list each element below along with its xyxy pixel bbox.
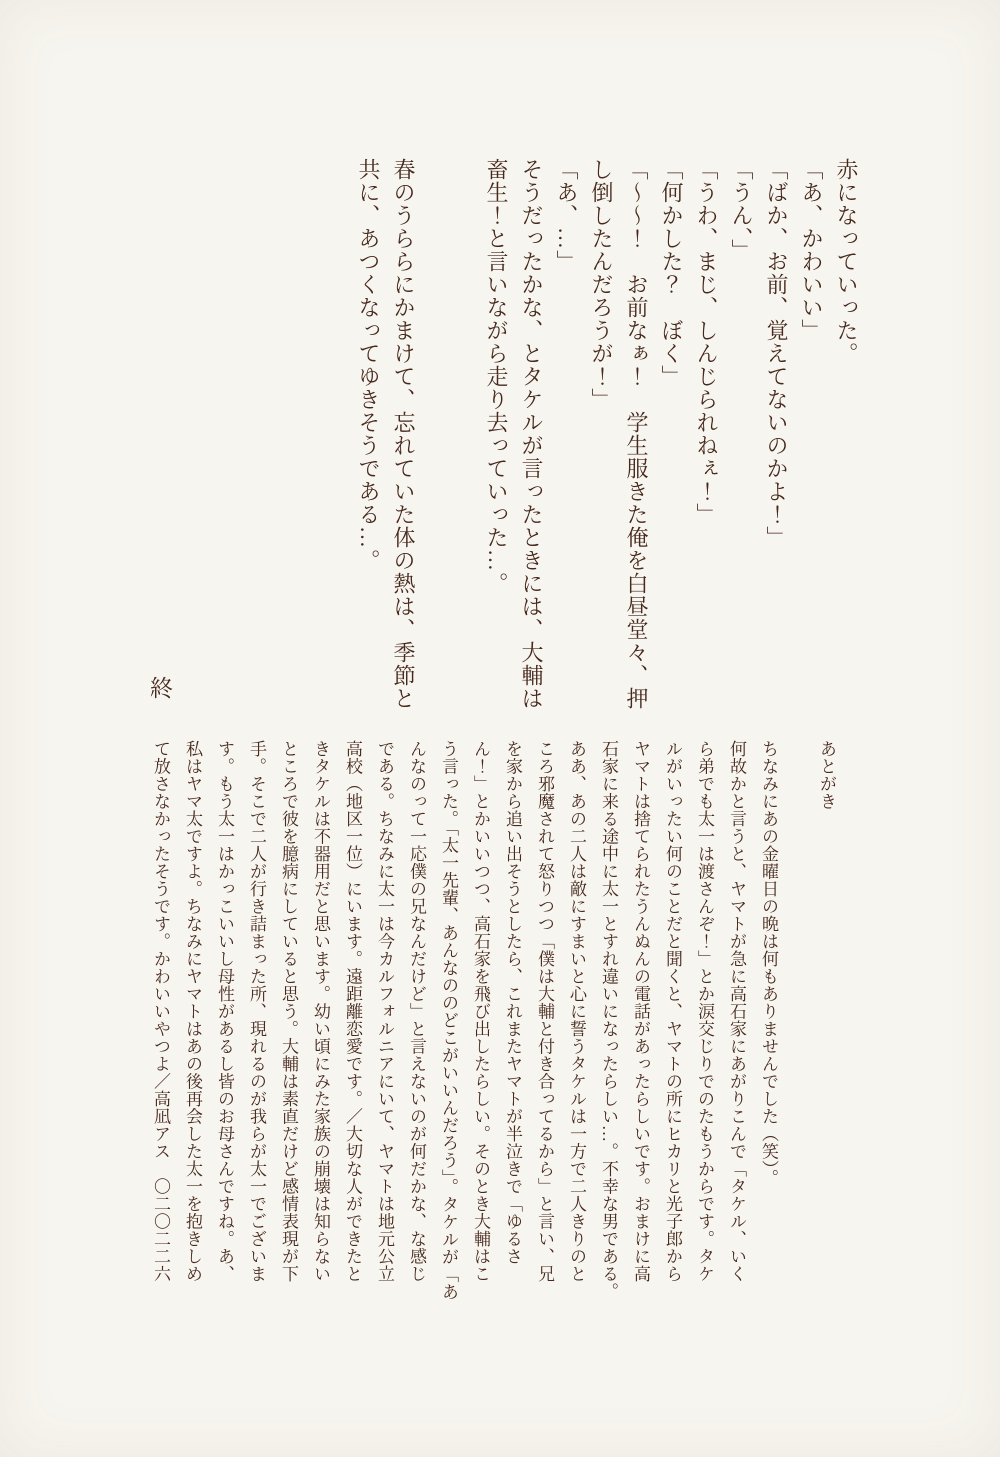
story-end-mark: 終 bbox=[150, 676, 173, 701]
afterword-line: 何故かと言うと、ヤマトが急に高石家にあがりこんで「タケル、いく bbox=[727, 740, 746, 1283]
story-line: 「あ、…」 bbox=[554, 158, 579, 273]
story-line: 「～～！ お前なぁ！ 学生服きた俺を白昼堂々、押 bbox=[624, 158, 649, 710]
afterword-line: んなのって一応僕の兄なんだけど」と言えないのが何だかな、な感じ bbox=[407, 740, 426, 1283]
story-line: 畜生！と言いながら走り去っていった…。 bbox=[484, 158, 509, 595]
afterword-line: ら弟でも太一は渡さんぞ！」とか涙交じりでのたもうからです。タケ bbox=[695, 740, 714, 1283]
afterword-line: て放さなかったそうです。かわいいやつよ／高凪アス 〇二〇二二六 bbox=[151, 740, 170, 1283]
afterword-line: 私はヤマ太ですよ。ちなみにヤマトはあの後再会した太一を抱きしめ bbox=[183, 740, 202, 1283]
story-line: 「ばか、お前、覚えてないのかよ！」 bbox=[764, 158, 789, 549]
afterword-line: 手。そこで二人が行き詰まった所、現れるのが我らが太一でございま bbox=[247, 740, 266, 1283]
afterword-line: ん！」とかいいつつ、高石家を飛び出したらしい。そのとき大輔はこ bbox=[471, 740, 490, 1283]
story-line: そうだったかな、とタケルが言ったときには、大輔は bbox=[519, 158, 544, 710]
afterword-section bbox=[144, 740, 842, 1312]
afterword-line: う言った。「太一先輩、あんなののどこがいいんだろう」。タケルが「あ bbox=[439, 740, 458, 1301]
story-line: 「うわ、まじ、しんじられねぇ！」 bbox=[694, 158, 719, 526]
story-line: 春のうららにかまけて、忘れていた体の熱は、季節と bbox=[391, 158, 416, 710]
afterword-line: す。もう太一はかっこいいし母性があるし皆のお母さんですね。あ、 bbox=[215, 740, 234, 1283]
afterword-line: 高校（地区一位）にいます。遠距離恋愛です。／大切な人ができたと bbox=[343, 740, 362, 1283]
afterword-line: ころ邪魔されて怒りつつ「僕は大輔と付き合ってるから」と言い、兄 bbox=[535, 740, 554, 1283]
afterword-line: ヤマトは捨てられたうんぬんの電話があったらしいです。おまけに高 bbox=[631, 740, 650, 1283]
story-line: 「何かした？ ぼく」 bbox=[659, 158, 684, 388]
afterword-line: きタケルは不器用だと思います。幼い頃にみた家族の崩壊は知らない bbox=[311, 740, 330, 1283]
afterword-line: ルがいったい何のことだと聞くと、ヤマトの所にヒカリと光子郎から bbox=[663, 740, 682, 1283]
afterword-line: を家から追い出そうとしたら、これまたヤマトが半泣きで「ゆるさ bbox=[503, 740, 522, 1265]
story-line: 共に、あつくなってゆきそうである…。 bbox=[356, 158, 381, 572]
story-line: 「あ、かわいい」 bbox=[799, 158, 824, 342]
story-ending-section bbox=[351, 158, 864, 710]
story-line: し倒したんだろうが！」 bbox=[589, 158, 614, 411]
afterword-line: ああ、あの二人は敵にすまいと心に誓うタケルは一方で二人きりのと bbox=[567, 740, 586, 1283]
afterword-line: 石家に来る途中に太一とすれ違いになったらしい…。不幸な男である。 bbox=[599, 740, 618, 1300]
afterword-line: ちなみにあの金曜日の晩は何もありませんでした（笑）。 bbox=[759, 740, 778, 1187]
story-line: 赤になっていった。 bbox=[834, 158, 859, 365]
afterword-title: あとがき bbox=[817, 740, 836, 810]
story-line: 「うん、」 bbox=[729, 158, 754, 262]
afterword-line: ところで彼を臆病にしていると思う。大輔は素直だけど感情表現が下 bbox=[279, 740, 298, 1283]
afterword-line: である。ちなみに太一は今カルフォルニアにいて、ヤマトは地元公立 bbox=[375, 740, 394, 1283]
